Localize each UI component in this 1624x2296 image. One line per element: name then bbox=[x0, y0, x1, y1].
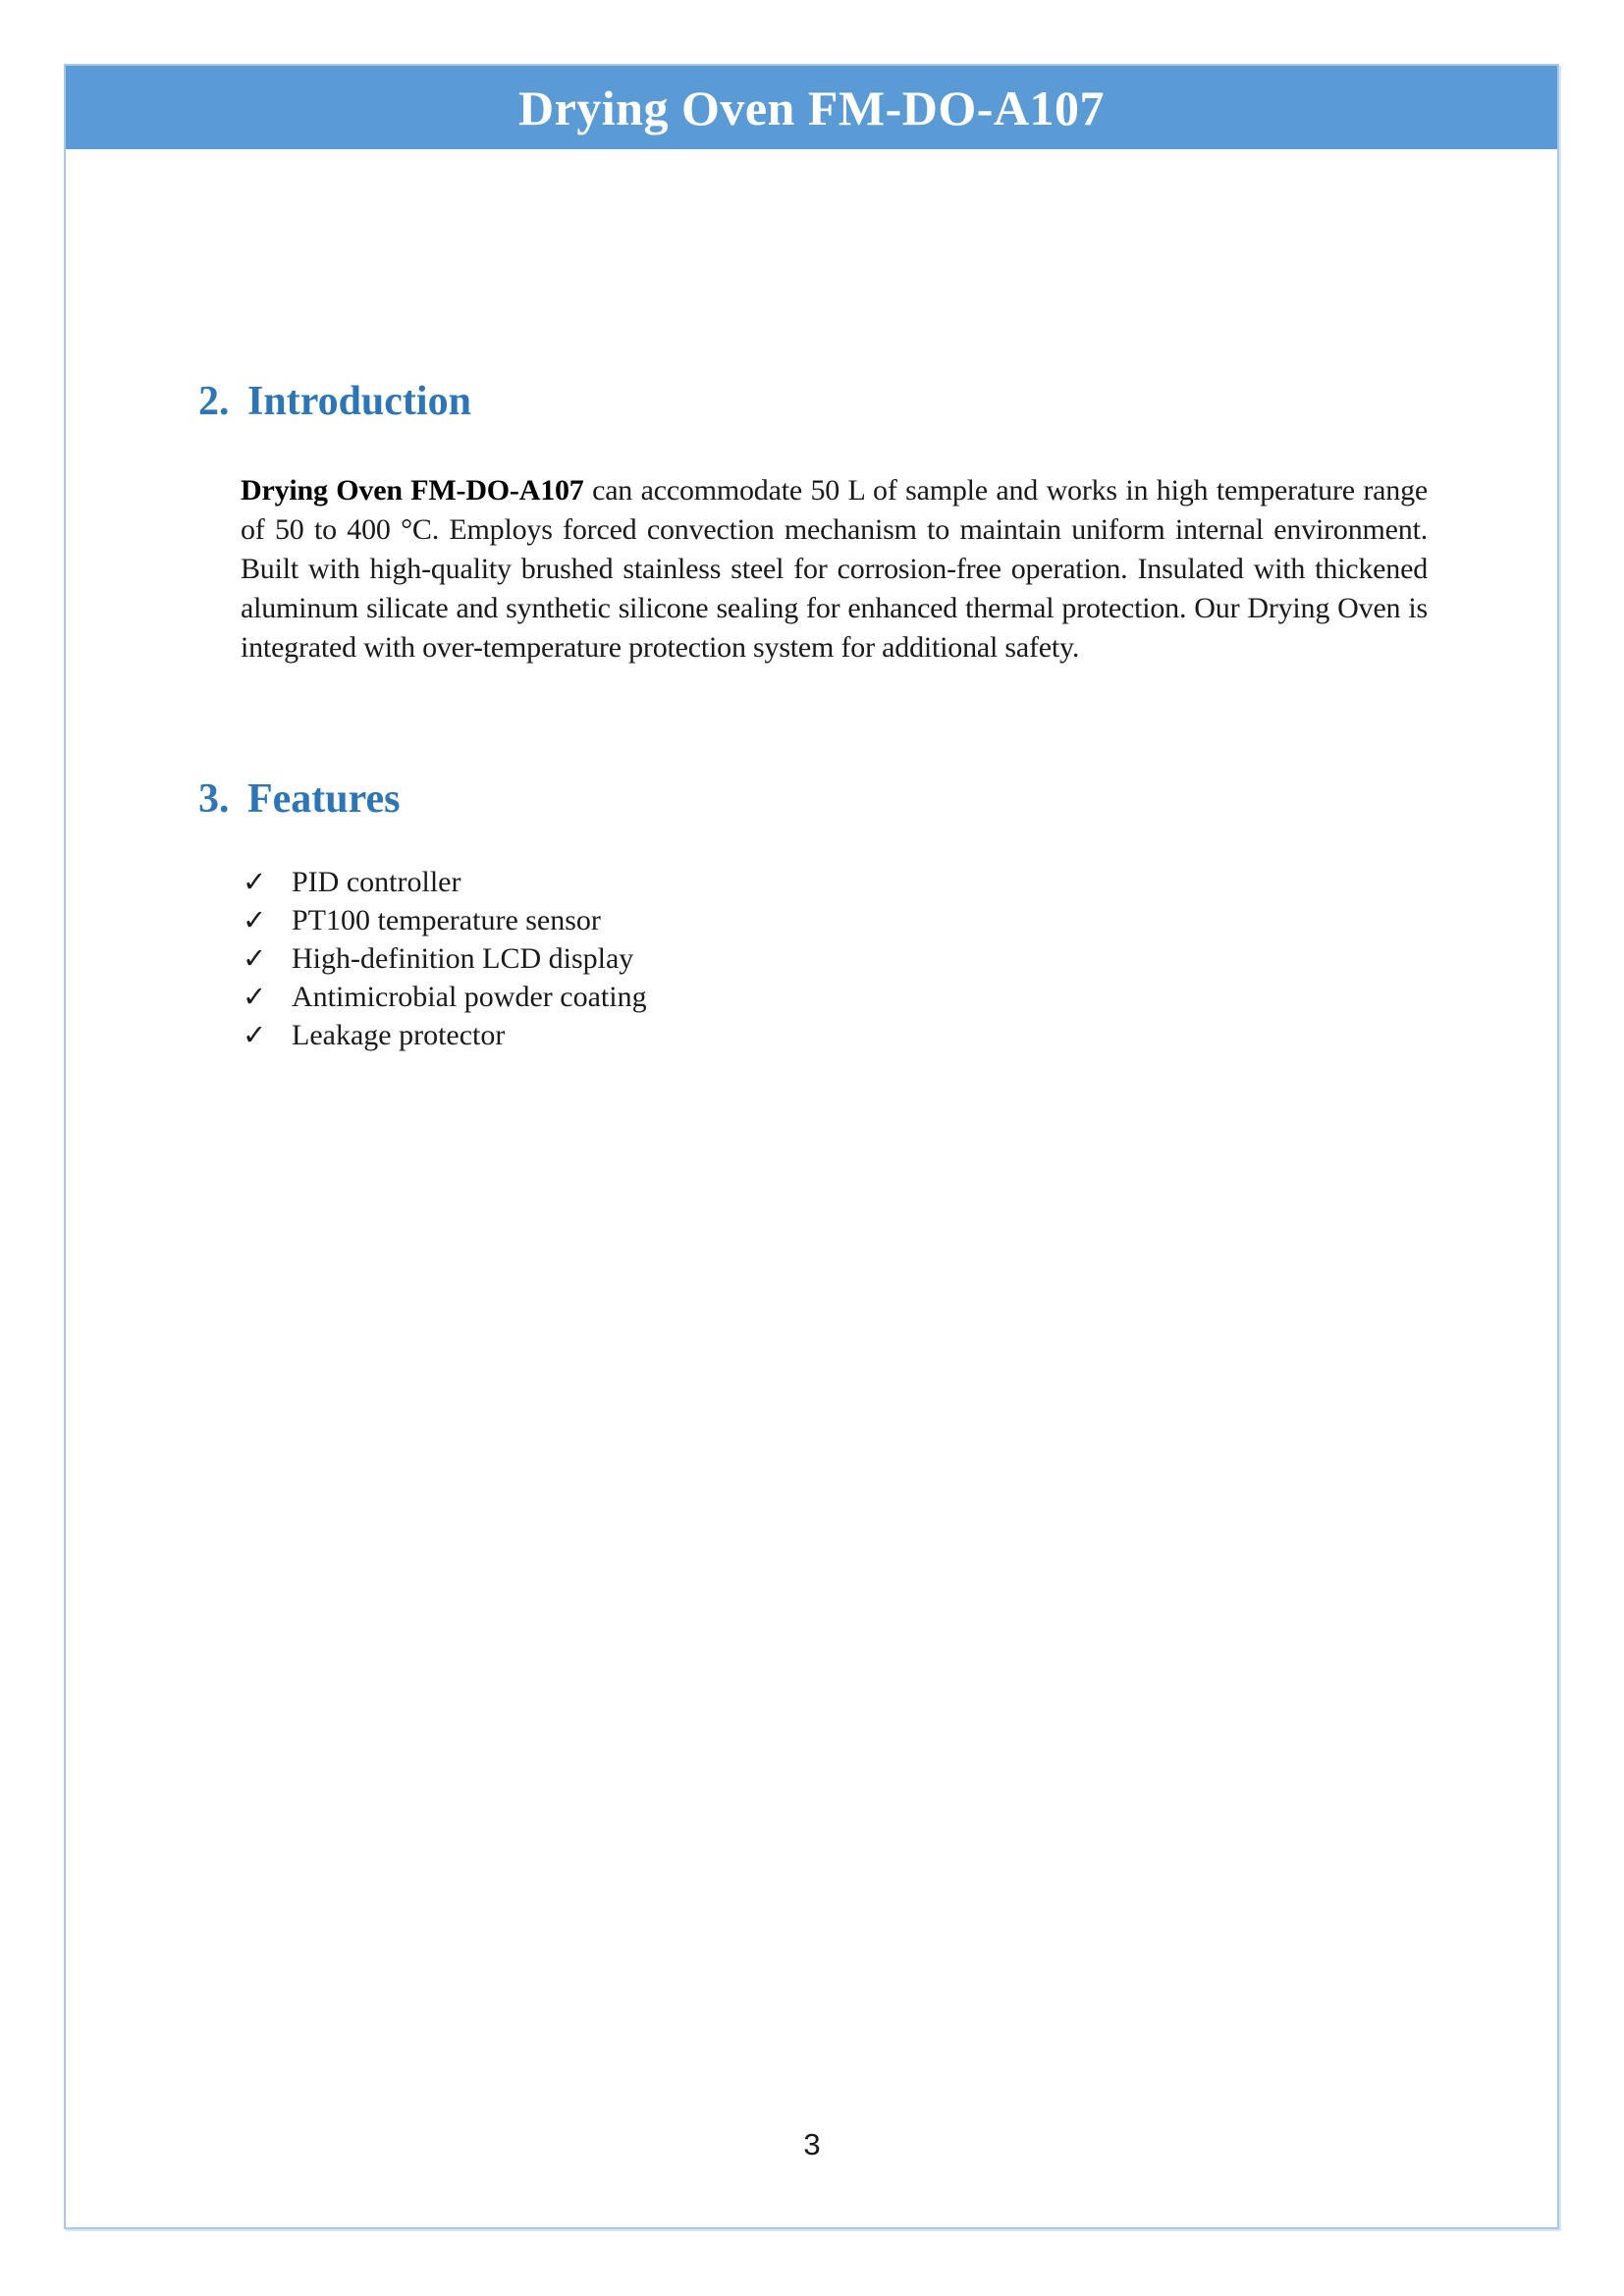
section-number: 3. bbox=[198, 776, 230, 822]
feature-item bbox=[243, 939, 647, 978]
section-title: Introduction bbox=[247, 379, 471, 424]
checkmark-icon: ✓ bbox=[243, 941, 267, 975]
document-title: Drying Oven FM-DO-A107 bbox=[517, 80, 1106, 135]
feature-list bbox=[243, 863, 647, 1054]
feature-item-label: PT100 temperature sensor bbox=[292, 904, 601, 936]
feature-item bbox=[243, 863, 647, 901]
page-footer bbox=[0, 2127, 1624, 2163]
section-title: Features bbox=[247, 776, 401, 822]
section-features-heading bbox=[198, 775, 401, 823]
feature-item bbox=[243, 1016, 647, 1054]
checkmark-icon: ✓ bbox=[243, 865, 267, 898]
checkmark-icon: ✓ bbox=[243, 980, 267, 1013]
feature-item-label: High-definition LCD display bbox=[292, 942, 634, 975]
feature-item bbox=[243, 978, 647, 1016]
feature-item-label: Leakage protector bbox=[292, 1019, 506, 1051]
feature-item bbox=[243, 901, 647, 939]
introduction-paragraph bbox=[241, 471, 1428, 667]
section-introduction-heading bbox=[198, 378, 471, 425]
checkmark-icon: ✓ bbox=[243, 903, 267, 936]
feature-item-label: PID controller bbox=[292, 866, 461, 898]
checkmark-icon: ✓ bbox=[243, 1018, 267, 1051]
page-number: 3 bbox=[803, 2127, 821, 2162]
introduction-body-text: can accommodate 50 L of sample and works in high temperature range of 50 to 400 °C. Employs forced convection mechanism to maintain uniform internal environment. Built with high-quality brushed stainless steel for corrosion-free operation. Insulated with thickened aluminum silicate and synthetic silicone sealing for enhanced thermal protection. Our Drying Oven is integrated with over-temperature protection system for additional safety. bbox=[241, 474, 1428, 664]
section-number: 2. bbox=[198, 379, 230, 424]
feature-item-label: Antimicrobial powder coating bbox=[292, 981, 647, 1013]
product-name-bold: Drying Oven FM-DO-A107 bbox=[241, 474, 584, 507]
document-header bbox=[66, 66, 1557, 149]
